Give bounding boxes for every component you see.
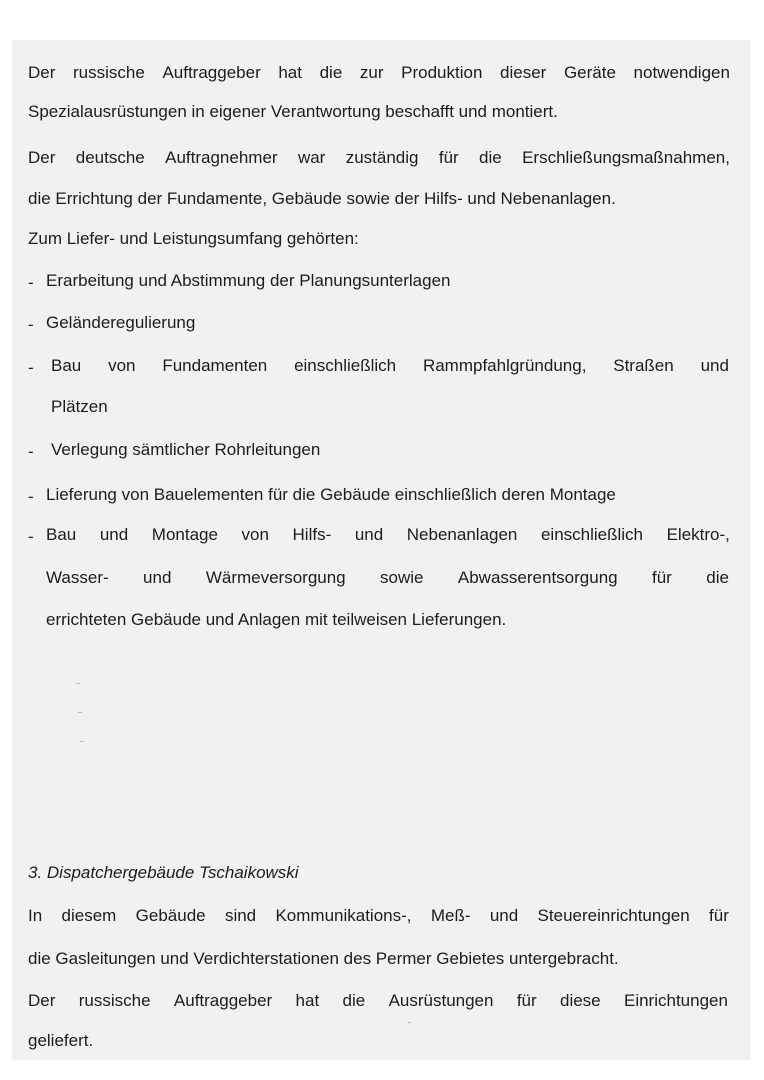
word: Abwasserentsorgung <box>457 568 618 587</box>
word: dieser <box>500 63 547 82</box>
list-item-2: Geländeregulierung <box>46 313 196 332</box>
word: Montage <box>151 525 218 544</box>
word: von <box>241 525 269 544</box>
word: von <box>108 356 136 375</box>
word: sind <box>224 906 257 925</box>
word: Der <box>28 991 56 1010</box>
word: Produktion <box>401 63 483 82</box>
word: Bau <box>51 356 82 375</box>
word: die <box>342 991 366 1010</box>
bullet-dash: - <box>28 527 34 546</box>
word: sowie <box>380 568 424 587</box>
word: die <box>479 148 502 167</box>
word: Fundamenten <box>162 356 268 375</box>
word: Nebenanlagen <box>406 525 518 544</box>
bullet-dash: - <box>28 273 34 292</box>
word: Ausrüstungen <box>388 991 494 1010</box>
list-item-3-line2: Plätzen <box>51 397 108 416</box>
section3-p1-line1 <box>28 905 729 927</box>
word: Der <box>28 148 56 167</box>
list-item-6-line2 <box>46 567 729 589</box>
word: und <box>489 906 519 925</box>
para2-line2: die Errichtung der Fundamente, Gebäude sowie der Hilfs- und Nebenanlagen. <box>28 189 616 208</box>
word: die <box>706 568 729 587</box>
section3-p2-line2: geliefert. <box>28 1031 94 1050</box>
word: und <box>700 356 729 375</box>
word: notwendigen <box>633 63 730 82</box>
para1-line2: Spezialausrüstungen in eigener Verantwortung beschafft und montiert. <box>28 102 558 121</box>
scan-speck <box>78 712 82 713</box>
word: Einrichtungen <box>623 991 728 1010</box>
word: und <box>99 525 129 544</box>
word: Der <box>28 63 56 82</box>
scan-speck <box>76 683 80 684</box>
word: Geräte <box>563 63 616 82</box>
word: zuständig <box>345 148 419 167</box>
word: war <box>297 148 326 167</box>
word: die <box>319 63 343 82</box>
scan-speck <box>408 1022 411 1023</box>
word: einschließlich <box>540 525 644 544</box>
list-item-5: Lieferung von Bauelementen für die Gebäude einschließlich deren Montage <box>46 485 616 504</box>
word: Auftraggeber <box>173 991 273 1010</box>
word: für <box>709 906 729 925</box>
list-item-3-line1 <box>51 355 729 377</box>
section3-p2-line1 <box>28 990 728 1012</box>
word: diese <box>560 991 601 1010</box>
word: und <box>354 525 384 544</box>
word: für <box>438 148 459 167</box>
word: Wasser- <box>46 568 109 587</box>
word: Rammpfahlgründung, <box>422 356 587 375</box>
word: Auftraggeber <box>162 63 261 82</box>
word: russische <box>78 991 151 1010</box>
word: russische <box>73 63 145 82</box>
word: Auftragnehmer <box>165 148 278 167</box>
bullet-dash: - <box>28 315 34 334</box>
word: hat <box>278 63 302 82</box>
word: deutsche <box>75 148 145 167</box>
word: Kommunikations-, <box>275 906 412 925</box>
word: Bau <box>46 525 77 544</box>
para1-line1 <box>28 62 730 84</box>
section3-p1-line2: die Gasleitungen und Verdichterstationen des Permer Gebietes untergebracht. <box>28 949 619 968</box>
bullet-dash: - <box>28 358 34 377</box>
list-item-6-line3: errichteten Gebäude und Anlagen mit teilweisen Lieferungen. <box>46 610 507 629</box>
list-intro: Zum Liefer- und Leistungsumfang gehörten: <box>28 229 359 248</box>
word: diesem <box>61 906 117 925</box>
word: zur <box>359 63 384 82</box>
word: Elektro-, <box>666 525 730 544</box>
word: Erschließungsmaßnahmen, <box>522 148 730 167</box>
scan-speck <box>80 741 84 742</box>
word: Gebäude <box>135 906 206 925</box>
section-heading: 3. Dispatchergebäude Tschaikowski <box>28 863 299 882</box>
word: hat <box>295 991 320 1010</box>
word: Hilfs- <box>292 525 332 544</box>
word: einschließlich <box>294 356 397 375</box>
word: Meß- <box>430 906 471 925</box>
word: für <box>652 568 672 587</box>
word: In <box>28 906 43 925</box>
para2-line1 <box>28 147 730 169</box>
bullet-dash: - <box>28 442 34 461</box>
word: für <box>516 991 537 1010</box>
list-item-1: Erarbeitung und Abstimmung der Planungsunterlagen <box>46 271 451 290</box>
word: Steuereinrichtungen <box>537 906 690 925</box>
list-item-4: Verlegung sämtlicher Rohrleitungen <box>51 440 321 459</box>
word: und <box>143 568 172 587</box>
list-item-6-line1 <box>46 524 730 546</box>
word: Straßen <box>613 356 674 375</box>
word: Wärmeversorgung <box>205 568 346 587</box>
bullet-dash: - <box>28 487 34 506</box>
